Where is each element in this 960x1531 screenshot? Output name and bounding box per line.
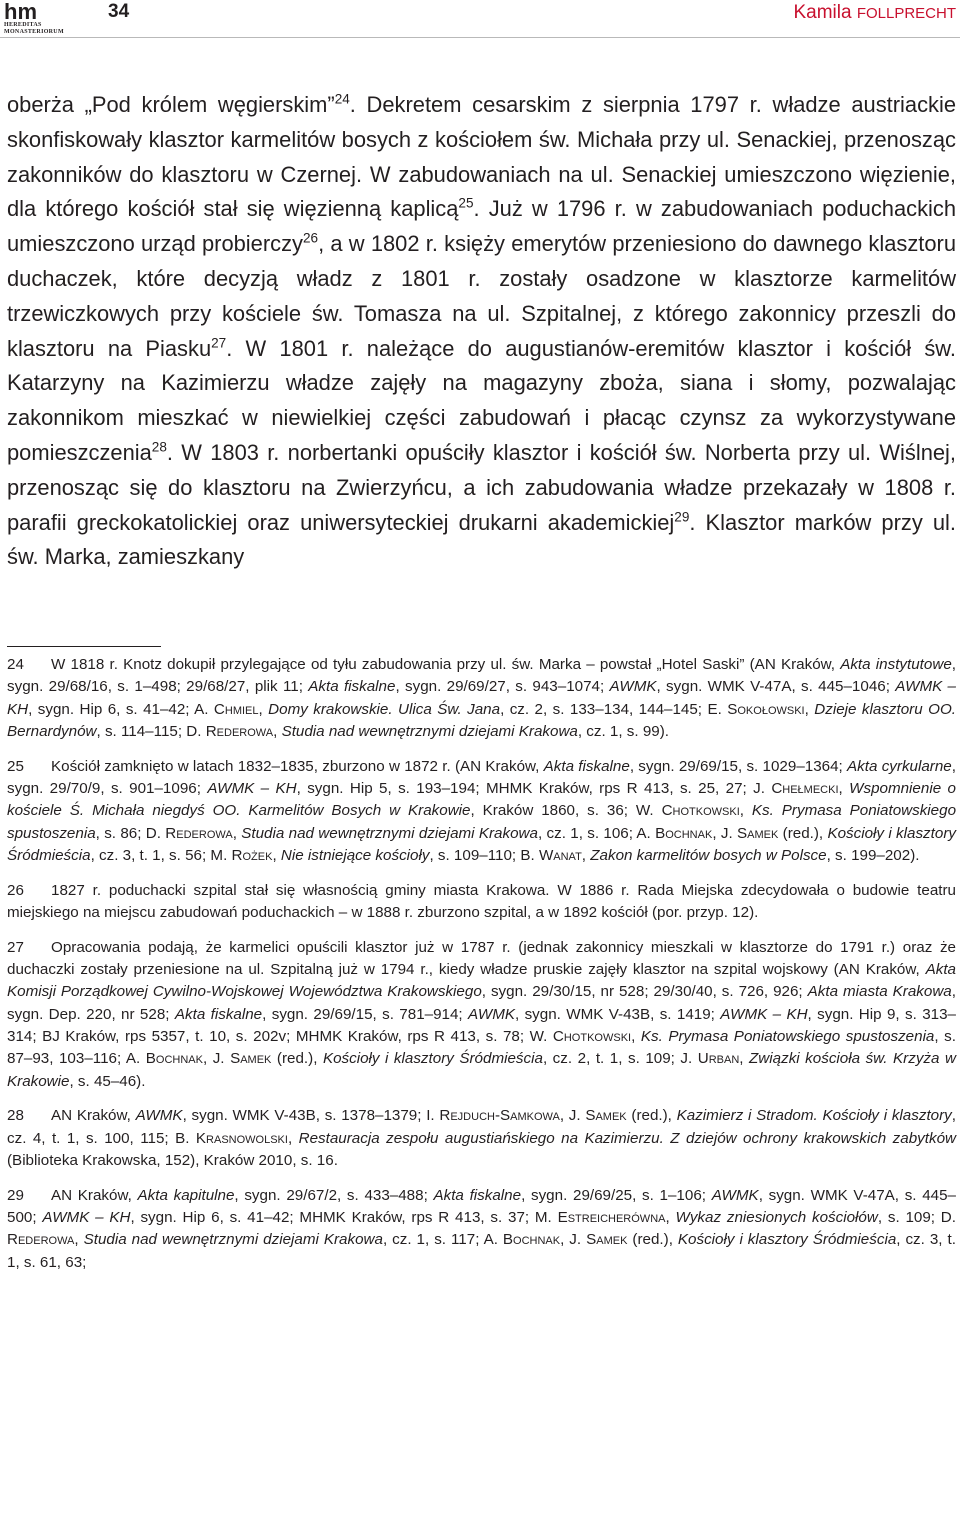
citation-title: Akta fiskalne: [433, 1186, 522, 1204]
author-name: Rederowa: [165, 824, 233, 842]
footnote-text: Kościół zamknięto w latach 1832–1835, zburzono w 1872 r. (AN Kraków,: [51, 757, 544, 775]
author-name: Chotkowski: [552, 1027, 632, 1045]
footnote-text: , sygn. Hip 9, s. 313–314; BJ Kraków, rps 5357, t. 10, s. 202v; MHMK Kraków, rps R 413, s. 78; W.: [7, 1005, 956, 1045]
footnote-ref-24: 24: [334, 91, 350, 107]
footnote-text: ,: [804, 700, 815, 718]
svg-text:hm: hm: [4, 2, 37, 22]
footnote-separator: [7, 646, 161, 647]
footnote-text: , sygn. 29/70/9, s. 901–1096;: [7, 757, 956, 797]
citation-title: Wykaz zniesionych kościołów: [675, 1209, 878, 1227]
footnote-text: , cz. 1, s. 99).: [577, 722, 670, 740]
footnote-text: ,: [232, 824, 242, 842]
citation-title: AWMK: [468, 1005, 515, 1023]
footnote-text: , s. 199–202).: [826, 846, 920, 864]
citation-title: Akta kapitulne: [137, 1186, 235, 1204]
footnote-text: , cz. 1, s. 117; A.: [382, 1231, 503, 1249]
footnote-text: , s. 87–93, 103–116; A.: [7, 1027, 956, 1068]
footnote-text: , J.: [202, 1050, 231, 1068]
citation-title: Wspomnienie o kościele Ś. Michała niegdyś OO. Karmelitów Bosych w Krakowie: [7, 779, 956, 820]
footnote-text: Opracowania podają, że karmelici opuścili klasztor już w 1787 r. (jednak zakonnicy mieszkali w klasztorze do 1791 r.) oraz że duchaczki zostały przeniesione na ul. Szpitalną już w 1794 r., kiedy władze pruskie zajęły klasztor na szpital wojskowy (AN Kraków,: [7, 938, 956, 979]
footnote-text: , sygn. Hip 6, s. 41–42; A.: [28, 700, 214, 718]
footnote-text: ,: [739, 802, 752, 820]
citation-title: Ks. Prymasa Poniatowskiego spustoszenia: [7, 802, 957, 842]
author-name: Chmiel: [213, 700, 259, 718]
footnote-ref-28: 28: [151, 439, 167, 455]
author-name: Rejduch-Samkowa: [439, 1107, 560, 1125]
citation-title: Akta instytutowe: [840, 656, 952, 673]
citation-title: Ks. Prymasa Poniatowskiego spustoszenia: [640, 1027, 935, 1045]
footnote-text: , sygn. WMK V-47A, s. 445–1046;: [656, 678, 896, 696]
footnote-text: , cz. 3, t. 1, s. 61, 63;: [7, 1231, 956, 1271]
footnote-text: ,: [631, 1027, 641, 1045]
main-text-paragraph: [7, 88, 956, 575]
author-name: Urban: [697, 1050, 740, 1068]
author-last-name: FOLLPRECHT: [856, 5, 956, 22]
footnote-text: , sygn. 29/69/25, s. 1–106;: [521, 1186, 712, 1204]
author-name: Krasnowolski: [195, 1129, 288, 1147]
hm-logo-mark: [4, 2, 56, 22]
footnote-text: , sygn. WMK V-43B, s. 1419;: [515, 1005, 721, 1023]
footnote-24: [7, 654, 956, 743]
footnotes-section: [7, 654, 956, 1286]
citation-title: AWMK: [711, 1186, 759, 1204]
logo-line-1: HEREDITAS: [4, 22, 42, 28]
footnote-text: , cz. 1, s. 106; A.: [537, 824, 656, 842]
citation-title: AWMK: [135, 1107, 183, 1125]
footnote-text: , s. 45–46).: [69, 1072, 146, 1090]
citation-title: AWMK: [609, 678, 657, 696]
footnote-text: , sygn. Hip 6, s. 41–42; MHMK Kraków, rps R 413, s. 37; M.: [130, 1209, 558, 1227]
footnote-text: , J.: [559, 1107, 586, 1125]
footnote-text: , s. 109–110; B.: [429, 846, 539, 864]
text-part: . Dekretem cesarskim z sierpnia 1797 r. władze austriackie skonfiskowały klasztor karmelitów bosych z kościołem św. Michała przy ul. Senackiej, przenosząc zakonników do klasztoru w Czernej. W zabudowaniach na ul. Senackiej umieszczono więzienie, dla którego kościół stał się więzienną kaplicą: [7, 92, 956, 222]
author-name: Samek: [737, 824, 779, 842]
text-part: , a w 1802 r. księży emerytów przeniesiono do dawnego klasztoru duchaczek, które decyzją władz z 1801 r. zostały osadzone w klasztorze karmelitów trzewiczkowych przy kościele św. Tomasza na ul. Szpitalnej, z którego zakonnicy przeszli do klasztoru na Piasku: [7, 231, 956, 361]
footnote-text: ,: [739, 1050, 750, 1068]
footnote-number: 27: [7, 938, 24, 956]
author-name: Sokołowski: [727, 700, 805, 718]
footnote-text: , s. 109; D.: [877, 1209, 956, 1227]
text-part: oberża „Pod królem węgierskim”: [7, 92, 335, 117]
footnote-text: , sygn. 29/69/15, s. 1029–1364;: [629, 757, 848, 775]
text-part: . W 1801 r. należące do augustianów-eremitów klasztor i kościół św. Katarzyny na Kazimierzu władze zajęły na magazyny zboża, siana i słomy, pozwalając zakonnikom mieszkać w niewielkiej części zabudowań i płacąc czynsz za wykorzystywane pomieszczenia: [7, 335, 956, 465]
author-name: Samek: [585, 1107, 627, 1125]
footnote-text: , cz. 2, t. 1, s. 109; J.: [542, 1050, 698, 1068]
author-name: Bochnak: [145, 1050, 203, 1068]
author-name: Chotkowski: [661, 802, 740, 820]
footnote-text: , sygn. 29/69/27, s. 943–1074;: [395, 678, 610, 696]
footnote-text: , cz. 4, t. 1, s. 100, 115; B.: [7, 1107, 956, 1147]
footnote-26: [7, 880, 956, 925]
footnote-text: AN Kraków,: [51, 1107, 136, 1125]
citation-title: Restauracja zespołu augustiańskiego na Kazimierzu. Z dziejów ochrony krakowskich zabytków: [298, 1129, 956, 1147]
citation-title: AWMK – KH: [42, 1209, 131, 1227]
footnote-text: , sygn. WMK V-43B, s. 1378–1379; I.: [182, 1107, 440, 1125]
author-first-name: Kamila: [793, 2, 852, 23]
footnote-ref-25: 25: [458, 196, 474, 212]
footnote-text: , sygn. 29/30/15, nr 528; 29/30/40, s. 726, 926;: [481, 983, 808, 1001]
footnote-text: , sygn. Dep. 220, nr 528;: [7, 983, 956, 1023]
footnote-number: 29: [7, 1186, 24, 1204]
footnote-text: AN Kraków,: [51, 1186, 138, 1204]
footnote-25: [7, 756, 956, 867]
citation-title: Dzieje klasztoru OO. Bernardynów: [7, 700, 956, 740]
footnote-text: ,: [74, 1231, 84, 1249]
citation-title: Nie istniejące kościoły: [280, 846, 430, 864]
header-rule: [0, 37, 960, 38]
citation-title: Akta fiskalne: [543, 757, 630, 775]
author-name: Bochnak: [655, 824, 713, 842]
hereditas-monasteriorum-logo: [4, 2, 62, 40]
footnote-text: ,: [665, 1209, 676, 1227]
footnote-text: ,: [581, 846, 591, 864]
footnote-29: [7, 1185, 956, 1274]
footnote-text: (red.),: [626, 1107, 677, 1125]
footnote-text: ,: [272, 846, 281, 864]
citation-title: Akta fiskalne: [174, 1005, 263, 1023]
footnote-text: , s. 114–115; D.: [96, 722, 206, 740]
footnote-text: , cz. 3, t. 1, s. 56; M.: [90, 846, 232, 864]
footnote-number: 25: [7, 757, 24, 775]
footnote-number: 24: [7, 656, 24, 673]
author-name: Wanat: [538, 846, 582, 864]
footnote-number: 26: [7, 881, 24, 899]
footnote-text: , J.: [712, 824, 737, 842]
logo-line-2: MONASTERIORUM: [4, 28, 64, 35]
citation-title: Studia nad wewnętrznymi dziejami Krakowa: [281, 722, 578, 740]
footnote-text: (red.),: [271, 1050, 323, 1068]
citation-title: Domy krakowskie. Ulica Św. Jana: [268, 700, 501, 718]
footnote-text: , J.: [560, 1231, 587, 1249]
footnote-ref-26: 26: [302, 230, 319, 246]
citation-title: Kościoły i klasztory Śródmieścia: [677, 1231, 897, 1249]
footnote-text: W 1818 r. Knotz dokupił przylegające od tyłu zabudowania przy ul. św. Marka – powstał „Hotel Saski” (AN Kraków,: [51, 656, 841, 673]
citation-title: Studia nad wewnętrznymi dziejami Krakowa: [241, 824, 538, 842]
citation-title: Akta fiskalne: [308, 678, 396, 696]
citation-title: Kościoły i klasztory Śródmieścia: [7, 824, 956, 864]
citation-title: Studia nad wewnętrznymi dziejami Krakowa: [83, 1231, 383, 1249]
footnote-ref-29: 29: [674, 509, 690, 525]
footnote-ref-27: 27: [211, 335, 227, 351]
author-name: Bochnak: [502, 1231, 561, 1249]
citation-title: Akta miasta Krakowa: [807, 983, 952, 1001]
footnote-27: [7, 937, 956, 1093]
author-name: Estreicherówna: [557, 1209, 666, 1227]
author-name: Rederowa: [7, 1231, 75, 1249]
footnote-text: (red.),: [778, 824, 828, 842]
citation-title: Kościoły i klasztory Śródmieścia: [322, 1050, 543, 1068]
footnote-text: ,: [273, 722, 282, 740]
footnote-text: , sygn. 29/67/2, s. 433–488;: [234, 1186, 434, 1204]
footnote-text: ,: [838, 779, 850, 797]
running-head-author: [793, 2, 956, 24]
text-part: . Już w 1796 r. w zabudowaniach poduchackich umieszczono urząd probierczy: [7, 196, 956, 257]
footnote-text: , Kraków 1860, s. 36; W.: [470, 802, 662, 820]
footnote-text: , cz. 2, s. 133–134, 144–145; E.: [500, 700, 728, 718]
page-header: [0, 0, 960, 50]
text-part: . Klasztor marków przy ul. św. Marka, zamieszkany: [7, 509, 956, 570]
footnote-text: , sygn. WMK V-47A, s. 445–500;: [7, 1186, 957, 1227]
citation-title: Akta Komisji Porządkowej Cywilno-Wojskowej Województwa Krakowskiego: [7, 961, 956, 1001]
page-number: 34: [108, 1, 130, 22]
citation-title: Zakon karmelitów bosych w Polsce: [590, 846, 827, 864]
footnote-text: (Biblioteka Krakowska, 152), Kraków 2010, s. 16.: [7, 1151, 338, 1169]
footnote-text: (red.),: [627, 1231, 678, 1249]
text-part: . W 1803 r. norbertanki opuściły klasztor i kościół św. Norberta przy ul. Wiślnej, przenosząc się do klasztoru na Zwierzyńcu, a ich zabudowania władze przekazały w 1808 r. parafii greckokatolickiej oraz uniwersyteckiej drukarni akademickiej: [7, 439, 956, 535]
author-name: Rożek: [231, 846, 273, 864]
footnote-28: [7, 1105, 956, 1172]
citation-title: Kazimierz i Stradom. Kościoły i klasztory: [676, 1107, 952, 1125]
footnote-text: , s. 86; D.: [95, 824, 166, 842]
author-name: Samek: [230, 1050, 272, 1068]
citation-title: AWMK – KH: [207, 779, 297, 797]
author-name: Chełmecki: [771, 779, 839, 797]
citation-title: AWMK – KH: [7, 678, 957, 718]
footnote-number: 28: [7, 1107, 24, 1125]
author-name: Samek: [586, 1231, 628, 1249]
citation-title: Związki kościoła św. Krzyża w Krakowie: [7, 1050, 956, 1090]
footnote-text: , sygn. Hip 5, s. 193–194; MHMK Kraków, rps R 413, s. 25, 27; J.: [296, 779, 772, 797]
citation-title: AWMK – KH: [720, 1005, 808, 1023]
footnote-text: , sygn. 29/69/15, s. 781–914;: [262, 1005, 469, 1023]
footnote-text: 1827 r. poduchacki szpital stał się własnością gminy miasta Krakowa. W 1886 r. Rada Miejska zdecydowała o budowie teatru miejskiego na miejscu zabudowań poduchackich – w 1888 r. zburzono szpital, a w 1892 kościół (por. przyp. 12).: [7, 881, 956, 921]
author-name: Rederowa: [205, 722, 274, 740]
footnote-text: , sygn. 29/68/16, s. 1–498; 29/68/27, plik 11;: [7, 656, 956, 696]
footnote-text: ,: [287, 1129, 299, 1147]
citation-title: Akta cyrkularne: [847, 757, 952, 775]
footnote-text: ,: [258, 700, 269, 718]
